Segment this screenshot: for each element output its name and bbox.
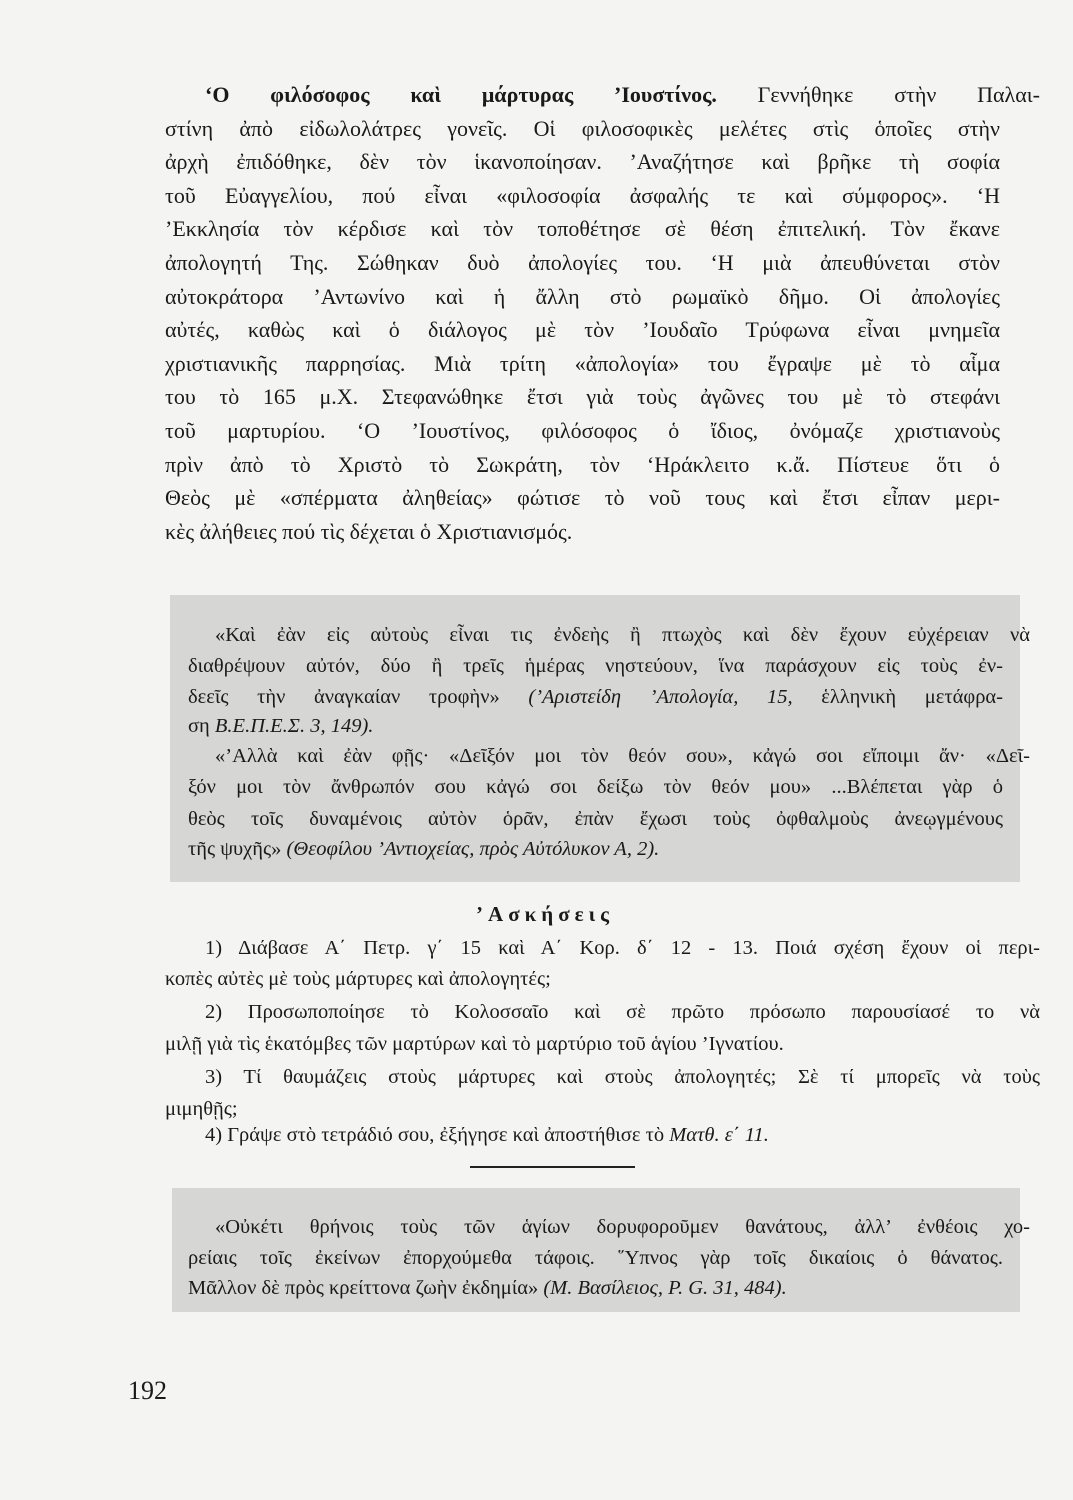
text-segment: «Οὐκέτι θρήνοις τοὺς τῶν ἁγίων δορυφοροῦμεν θανάτους, ἀλλ’ ἐνθέοις χο- — [215, 1216, 1030, 1238]
exercises-heading: ’Ασκήσεις — [476, 902, 614, 926]
text-segment: χριστιανικῆς παρρησίας. Μιὰ τρίτη «ἀπολογία» του ἔγραψε μὲ τὸ αἷμα — [165, 350, 1000, 376]
text-segment: 3) Τί θαυμάζεις στοὺς μάρτυρες καὶ στοὺς ἀπολογητές; Σὲ τί μπορεῖς νὰ τοὺς — [205, 1066, 1040, 1088]
text-segment: τοῦ Εὐαγγελίου, πού εἶναι «φιλοσοφία ἀσφαλής τε καὶ σύμφορος». ‘Η — [165, 182, 1000, 208]
text-segment: ‘Ο φιλόσοφος καὶ μάρτυρας ’Ιουστίνος. — [205, 82, 717, 107]
divider — [470, 1166, 635, 1168]
text-line — [165, 116, 1000, 142]
text-line — [165, 1031, 1000, 1057]
text-line — [165, 485, 1000, 511]
text-line — [165, 284, 1000, 310]
text-segment: στίνη ἀπὸ εἰδωλολάτρες γονεῖς. Οἱ φιλοσοφικὲς μελέτες στὶς ὁποῖες στὴν — [165, 115, 1000, 141]
text-line — [165, 216, 1000, 242]
text-line — [188, 1245, 1003, 1271]
text-segment: αὐτές, καθὼς καὶ ὁ διάλογος μὲ τὸν ’Ιουδαῖο Τρύφωνα εἶναι μνημεῖα — [165, 317, 1000, 343]
text-segment: (Μ. Βασίλειος, P. G. 31, 484). — [543, 1277, 787, 1299]
text-segment: «’Αλλὰ καὶ ἐὰν φῇς· «Δεῖξόν μοι τὸν θεόν σου», κἀγώ σοι εἴποιμι ἄν· «Δεῖ- — [215, 745, 1030, 767]
text-line — [165, 452, 1000, 478]
text-line — [165, 317, 1000, 343]
text-line — [188, 684, 1003, 710]
text-segment: ση — [188, 715, 215, 737]
text-line — [188, 653, 1003, 679]
text-segment: (Θεοφίλου ’Αντιοχείας, πρὸς Αὐτόλυκον Α, 2). — [286, 838, 660, 860]
text-line — [215, 622, 1030, 648]
text-line — [188, 836, 1003, 862]
text-line — [165, 183, 1000, 209]
text-line — [205, 999, 1040, 1025]
text-segment: μιμηθῇς; — [165, 1098, 238, 1120]
text-line — [188, 806, 1003, 832]
text-line — [205, 935, 1040, 961]
text-line — [165, 250, 1000, 276]
text-line — [165, 149, 1000, 175]
text-segment: κὲς ἀλήθειες πού τὶς δέχεται ὁ Χριστιανισμός. — [165, 518, 573, 544]
text-segment: μιλῇ γιὰ τὶς ἑκατόμβες τῶν μαρτύρων καὶ τὸ μαρτύριο τοῦ ἁγίου ’Ιγνατίου. — [165, 1033, 784, 1055]
text-segment: ξόν μοι τὸν ἄνθρωπόν σου κἀγώ σοι δείξω τὸν θεόν μου» ...Βλέπεται γὰρ ὁ — [188, 776, 1003, 798]
text-line — [165, 519, 1000, 545]
text-segment: του τὸ 165 μ.Χ. Στεφανώθηκε ἔτσι γιὰ τοὺς ἀγῶνες του μὲ τὸ στεφάνι — [165, 384, 1000, 410]
text-line — [165, 418, 1000, 444]
text-segment: ἀρχὴ ἐπιδόθηκε, δὲν τὸν ἱκανοποίησαν. ’Αναζήτησε καὶ βρῆκε τὴ σοφία — [165, 149, 1000, 175]
text-line — [165, 351, 1000, 377]
text-segment: 1) Διάβασε Α΄ Πετρ. γ΄ 15 καὶ Α΄ Κορ. δ΄ 12 - 13. Ποιά σχέση ἔχουν οἱ περι- — [205, 937, 1040, 959]
text-line — [205, 1064, 1040, 1090]
page-number: 192 — [128, 1376, 167, 1405]
text-segment: διαθρέψουν αὐτόν, δύο ἢ τρεῖς ἡμέρας νηστεύουν, ἵνα παράσχουν εἰς τοὺς ἐν- — [188, 655, 1003, 677]
text-line — [205, 82, 1040, 108]
text-segment: (’Αριστείδη ’Απολογία, 15, — [528, 686, 793, 708]
text-line — [165, 1096, 1000, 1122]
text-segment: κοπὲς αὐτὲς μὲ τοὺς μάρτυρες καὶ ἀπολογητές; — [165, 968, 551, 990]
text-segment: ρείαις τοῖς ἐκείνων ἐπορχούμεθα τάφοις. ῞Υπνος γὰρ τοῖς δικαίοις ὁ θάνατος. — [188, 1247, 1003, 1269]
text-segment: 2) Προσωποποίησε τὸ Κολοσσαῖο καὶ σὲ πρῶτο πρόσωπο παρουσίασέ το νὰ — [205, 1001, 1040, 1023]
text-segment: Θεὸς μὲ «σπέρματα ἀληθείας» φώτισε τὸ νοῦ τους καὶ ἔτσι εἶπαν μερι- — [165, 485, 1000, 511]
text-line — [205, 1122, 1040, 1148]
text-segment: ἀπολογητή Της. Σώθηκαν δυὸ ἀπολογίες του. ‘Η μιὰ ἀπευθύνεται στὸν — [165, 250, 1000, 275]
text-line — [215, 1214, 1030, 1240]
text-line — [188, 713, 1003, 739]
text-segment: ’Εκκλησία τὸν κέρδισε καὶ τὸν τοποθέτησε σὲ θέση ἐπιτελική. Τὸν ἔκανε — [165, 216, 1000, 242]
text-segment: πρὶν ἀπὸ τὸ Χριστὸ τὸ Σωκράτη, τὸν ‘Ηράκλειτο κ.ἄ. Πίστευε ὅτι ὁ — [165, 451, 1000, 477]
text-segment: 4) Γράψε στὸ τετράδιό σου, ἐξήγησε καὶ ἀποστήθισε τὸ — [205, 1124, 670, 1146]
text-segment: αὐτοκράτορα ’Αντωνίνο καὶ ἡ ἄλλη στὸ ρωμαϊκὸ δῆμο. Οἱ ἀπολογίες — [165, 283, 1000, 309]
text-segment: δεεῖς τὴν ἀναγκαίαν τροφὴν» — [188, 686, 529, 708]
text-segment: ἑλληνικὴ μετάφρα- — [792, 686, 1003, 708]
text-line — [165, 384, 1000, 410]
text-segment: Γεννήθηκε στὴν Παλαι- — [716, 82, 1040, 107]
text-segment: Ματθ. ε΄ 11. — [669, 1124, 769, 1146]
text-segment: θεὸς τοῖς δυναμένοις αὐτὸν ὁρᾶν, ἐπὰν ἔχωσι τοὺς ὀφθαλμοὺς ἀνεῳγμένους — [188, 808, 1003, 830]
text-segment: τῆς ψυχῆς» — [188, 838, 287, 860]
text-line — [188, 774, 1003, 800]
text-segment: Μᾶλλον δὲ πρὸς κρείττονα ζωὴν ἐκδημία» — [188, 1277, 544, 1299]
text-segment: «Καὶ ἐὰν εἰς αὐτοὺς εἶναι τις ἐνδεὴς ἢ πτωχὸς καὶ δὲν ἔχουν εὐχέρειαν νὰ — [215, 624, 1030, 646]
text-line — [215, 743, 1030, 769]
text-segment: Β.Ε.Π.Ε.Σ. 3, 149). — [214, 715, 374, 737]
text-line — [188, 1275, 1003, 1301]
text-segment: τοῦ μαρτυρίου. ‘Ο ’Ιουστίνος, φιλόσοφος ὁ ἴδιος, ὀνόμαζε χριστιανοὺς — [165, 418, 1000, 443]
text-line — [165, 966, 1000, 992]
